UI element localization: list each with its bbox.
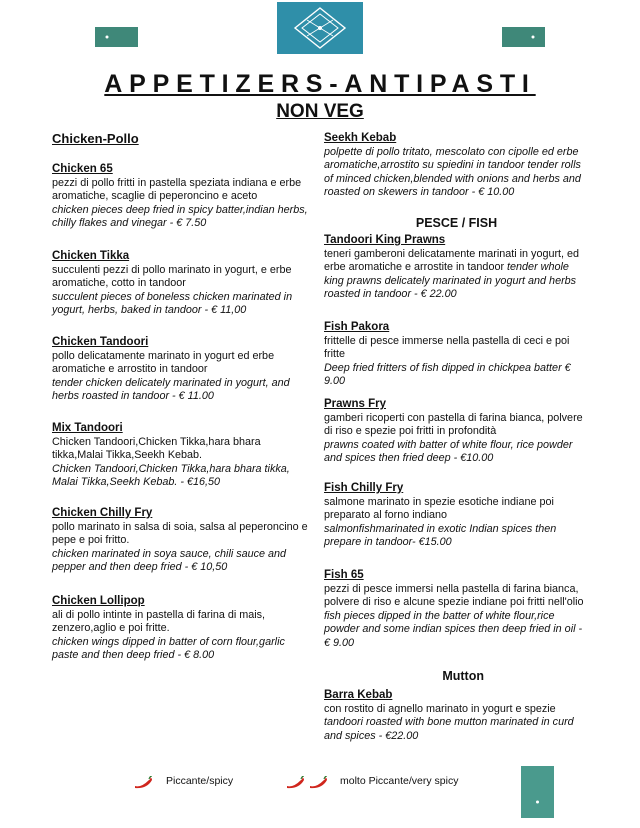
item-italian: pezzi di pollo fritti in pastella speziata indiana e erbe aromatiche, scaglie di peperoncino e aceto — [52, 176, 302, 203]
item-english: prawns coated with batter of white flour, rice powder and spices then fried deep — [324, 438, 573, 465]
menu-item-chicken-lollipop — [52, 595, 314, 663]
menu-item-chicken-tikka — [52, 250, 314, 318]
item-english: succulent pieces of boneless chicken marinated in yogurt, herbs, baked in tandoor — [52, 290, 293, 317]
item-italian: pezzi di pesce immersi nella pastella di farina bianca, polvere di riso e alcune spezie indiane poi fritti nell'olio — [324, 582, 584, 609]
section-mutton: Mutton — [442, 669, 484, 683]
item-english: tender whole king prawns delicately marinated in yogurt and herbs roasted in tandoor — [324, 261, 577, 301]
item-price: - € 22.00 — [414, 288, 457, 301]
item-italian: polpette di pollo tritato, mescolato con cipolle ed erbe aromatiche,arrostito su spiedini in tandoor — [324, 145, 579, 172]
item-name: Chicken Lollipop — [52, 595, 145, 607]
menu-item-mix-tandoori — [52, 422, 314, 490]
item-name: Chicken Chilly Fry — [52, 507, 153, 519]
menu-item-prawns-fry — [324, 398, 589, 466]
item-name: Barra Kebab — [324, 689, 393, 701]
legend-very-spicy: molto Piccante/very spicy — [340, 775, 459, 787]
item-italian: con rostito di agnello marinato in yogurt e spezie — [324, 702, 556, 715]
item-name: Tandoori King Prawns — [324, 234, 446, 246]
item-italian: Chicken Tandoori,Chicken Tikka,hara bhara tikka,Malai Tikka,Seekh Kebab. — [52, 435, 261, 462]
ribbon-left-icon — [95, 27, 138, 47]
item-name: Fish Pakora — [324, 321, 390, 333]
item-english: fish pieces dipped in the batter of white flour,rice powder and some indian spices then deep fried in oil — [324, 609, 576, 636]
item-name: Fish Chilly Fry — [324, 482, 404, 494]
item-price: - €10.00 — [453, 452, 494, 465]
menu-item-tandoori-king-prawns — [324, 234, 589, 302]
item-name: Chicken Tandoori — [52, 336, 149, 348]
item-italian: pollo marinato in salsa di soia, salsa al peperoncino e pepe e poi fritto. — [52, 520, 308, 547]
item-english: tandoori roasted with bone mutton marinated in curd and spices — [324, 716, 574, 742]
item-price: - €16,50 — [180, 476, 220, 489]
item-italian: salmone marinato in spezie esotiche indiane poi preparato al forno indiano — [324, 495, 554, 522]
chili-pepper-icon — [133, 776, 153, 795]
section-fish: PESCE / FISH — [415, 216, 498, 230]
menu-item-barra-kebab — [324, 689, 589, 743]
item-english: chicken marinated in soya sauce, chili sauce and pepper and then deep fried — [52, 547, 287, 574]
item-price: €15.00 — [418, 536, 452, 549]
item-italian: pollo delicatamente marinato in yogurt ed erbe aromatiche e arrostito in tandoor — [52, 349, 275, 376]
category-chicken: Chicken-Pollo — [52, 131, 139, 146]
item-price: - € 11,00 — [204, 304, 247, 317]
item-price: - €22.00 — [378, 729, 419, 742]
item-english: chicken pieces deep fried in spicy batter,indian herbs, chilly flakes and vinegar — [52, 203, 308, 230]
item-price: - € 11.00 — [172, 390, 214, 403]
item-price: - € 10.00 — [471, 186, 515, 199]
item-name: Chicken 65 — [52, 163, 113, 175]
menu-item-chicken-chilly-fry — [52, 507, 314, 575]
menu-item-fish-65 — [324, 569, 589, 651]
main-title: APPETIZERS-ANTIPASTI — [104, 70, 536, 98]
item-name: Seekh Kebab — [324, 132, 397, 144]
item-italian: succulenti pezzi di pollo marinato in yogurt, e erbe aromatiche, cotto in tandoor — [52, 263, 292, 290]
ribbon-bottom-icon — [521, 766, 554, 818]
item-italian: frittelle di pesce immerse nella pastella di ceci e poi fritte — [324, 334, 570, 361]
menu-item-chicken-65 — [52, 163, 314, 231]
item-price: - € 7.50 — [169, 217, 207, 230]
item-english: tender chicken delicately marinated in yogurt, and herbs roasted in tandoor — [52, 376, 290, 403]
item-english: salmonfishmarinated in exotic Indian spices then prepare in tandoor- — [324, 522, 557, 549]
item-italian: gamberi ricoperti con pastella di farina bianca, polvere di riso e spezie poi fritti in profondità — [324, 411, 583, 438]
item-price: € 9.00 — [324, 361, 571, 388]
item-english: tender rolls of minced chicken,blended with onions and herbs and roasted on skewers in tandoor — [324, 159, 581, 199]
item-english: Chicken Tandoori,Chicken Tikka,hara bhara tikka, Malai Tikka,Seekh Kebab. — [52, 462, 290, 489]
item-english: chicken wings dipped in batter of corn flour,garlic paste and then deep fried — [52, 635, 285, 662]
menu-item-seekh-kebab — [324, 132, 589, 200]
chili-pepper-icon — [285, 776, 305, 795]
item-price: - € 8.00 — [177, 649, 215, 662]
item-italian: teneri gamberoni delicatamente marinati in yogurt, ed erbe aromatiche e arrostite in tandoor — [324, 247, 580, 274]
item-price: - € 10,50 — [184, 561, 228, 574]
menu-item-fish-chilly-fry — [324, 482, 589, 550]
item-name: Fish 65 — [324, 569, 364, 581]
item-name: Chicken Tikka — [52, 250, 130, 262]
item-price: - € 9.00 — [324, 623, 583, 649]
menu-item-chicken-tandoori — [52, 336, 314, 404]
item-italian: ali di pollo intinte in pastella di farina di mais, zenzero,aglio e poi fritte. — [52, 608, 266, 635]
restaurant-logo-icon — [277, 2, 363, 54]
legend-spicy: Piccante/spicy — [166, 775, 234, 787]
chili-pepper-icon — [308, 776, 328, 795]
item-name: Prawns Fry — [324, 398, 386, 410]
menu-item-fish-pakora — [324, 321, 589, 389]
ribbon-right-icon — [502, 27, 545, 47]
item-english: Deep fried fritters of fish dipped in chickpea batter — [324, 361, 562, 374]
item-name: Mix Tandoori — [52, 422, 123, 434]
sub-title: NON VEG — [276, 101, 364, 122]
